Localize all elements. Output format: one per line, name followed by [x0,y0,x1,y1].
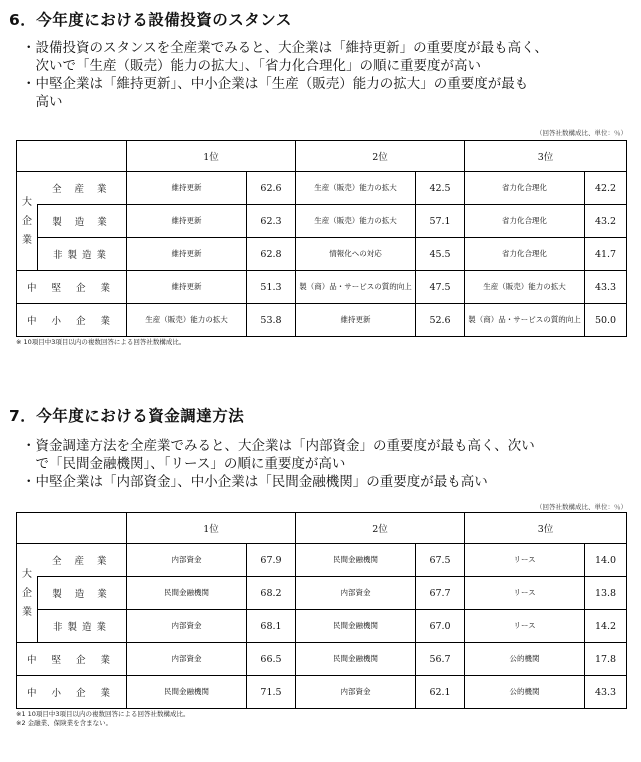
row-label: 製 造 業 [38,205,127,238]
rank1-value: 68.1 [247,610,296,643]
section6-bullet-3: ・中堅企業は「維持更新」、中小企業は「生産（販売）能力の拡大」の重要度が最も [22,76,529,92]
rank3-value: 13.8 [585,577,627,610]
header-rank-3: 3位 [465,513,627,544]
rank3-item: 省力化合理化 [465,238,585,271]
section7-unit: （回答社数構成比、単位：％） [536,503,627,511]
rank1-value: 66.5 [247,643,296,676]
rank1-item: 民間金融機関 [127,676,247,709]
rank3-value: 42.2 [585,172,627,205]
rank2-value: 57.1 [416,205,465,238]
row-label: 非製造業 [38,238,127,271]
rank1-item: 維持更新 [127,271,247,304]
rank1-value: 62.6 [247,172,296,205]
rank2-item: 民間金融機関 [296,643,416,676]
rank1-item: 内部資金 [127,643,247,676]
section7-note-1: ※1 10項目中3項目以内の複数回答による回答社数構成比。 [16,710,190,718]
row-label: 全 産 業 [38,544,127,577]
rank3-item: 製（商）品・サービスの質的向上 [465,304,585,337]
header-rank-1: 1位 [127,141,296,172]
rank1-value: 51.3 [247,271,296,304]
table-row [17,544,627,577]
rank2-value: 56.7 [416,643,465,676]
row-label: 中 堅 企 業 [17,271,127,304]
section6-title: 6．今年度における設備投資のスタンス [9,11,292,29]
table-row [17,205,627,238]
rank3-value: 43.3 [585,676,627,709]
header-rank-2: 2位 [296,141,465,172]
rank1-value: 62.3 [247,205,296,238]
group-label-large-enterprise: 大 企 業 [17,172,38,271]
rank2-value: 47.5 [416,271,465,304]
rank1-item: 維持更新 [127,205,247,238]
rank2-value: 62.1 [416,676,465,709]
header-rank-3: 3位 [465,141,627,172]
table-row [17,271,627,304]
table-row [17,676,627,709]
row-label: 非製造業 [38,610,127,643]
rank2-value: 45.5 [416,238,465,271]
rank2-item: 内部資金 [296,676,416,709]
rank3-item: 省力化合理化 [465,205,585,238]
rank3-item: 生産（販売）能力の拡大 [465,271,585,304]
section6-bullet-1: ・設備投資のスタンスを全産業でみると、大企業は「維持更新」の重要度が最も高く、 [22,40,548,56]
rank1-value: 68.2 [247,577,296,610]
header-corner [17,141,127,172]
rank2-item: 民間金融機関 [296,544,416,577]
table-row [17,304,627,337]
rank2-item: 情報化への対応 [296,238,416,271]
rank2-value: 52.6 [416,304,465,337]
row-label: 中 小 企 業 [17,304,127,337]
header-rank-2: 2位 [296,513,465,544]
rank3-value: 14.0 [585,544,627,577]
rank1-item: 内部資金 [127,610,247,643]
rank3-item: リース [465,610,585,643]
table-row [17,238,627,271]
rank2-item: 内部資金 [296,577,416,610]
section6-bullet-2: 次いで「生産（販売）能力の拡大」、「省力化合理化」の順に重要度が高い [22,58,481,74]
rank3-value: 43.2 [585,205,627,238]
rank1-item: 維持更新 [127,238,247,271]
rank3-item: 省力化合理化 [465,172,585,205]
rank2-value: 67.0 [416,610,465,643]
rank3-item: リース [465,577,585,610]
rank2-item: 生産（販売）能力の拡大 [296,205,416,238]
header-corner [17,513,127,544]
rank1-item: 維持更新 [127,172,247,205]
table-header-row [17,141,627,172]
rank3-value: 43.3 [585,271,627,304]
rank1-item: 生産（販売）能力の拡大 [127,304,247,337]
rank1-item: 民間金融機関 [127,577,247,610]
table-row [17,643,627,676]
rank1-value: 71.5 [247,676,296,709]
rank2-value: 42.5 [416,172,465,205]
rank1-value: 62.8 [247,238,296,271]
section7-bullet-1: ・資金調達方法を全産業でみると、大企業は「内部資金」の重要度が最も高く、次い [22,438,535,454]
rank3-item: 公的機関 [465,643,585,676]
rank2-item: 製（商）品・サービスの質的向上 [296,271,416,304]
rank1-value: 67.9 [247,544,296,577]
row-label: 中 堅 企 業 [17,643,127,676]
section7-bullet-3: ・中堅企業は「内部資金」、中小企業は「民間金融機関」の重要度が最も高い [22,474,488,490]
rank3-item: リース [465,544,585,577]
rank3-value: 41.7 [585,238,627,271]
rank3-value: 50.0 [585,304,627,337]
table-header-row [17,513,627,544]
table-row [17,172,627,205]
rank2-item: 生産（販売）能力の拡大 [296,172,416,205]
row-label: 中 小 企 業 [17,676,127,709]
rank1-value: 53.8 [247,304,296,337]
rank2-item: 民間金融機関 [296,610,416,643]
rank3-item: 公的機関 [465,676,585,709]
section6-table [16,140,627,337]
table-row [17,577,627,610]
section7-title: 7．今年度における資金調達方法 [9,407,245,425]
rank2-value: 67.5 [416,544,465,577]
row-label: 全 産 業 [38,172,127,205]
section7-note-2: ※2 金融業、保険業を含まない。 [16,719,113,727]
section6-note-1: ※ 10項目中3項目以内の複数回答による回答社数構成比。 [16,338,186,346]
group-label-large-enterprise: 大 企 業 [17,544,38,643]
rank1-item: 内部資金 [127,544,247,577]
row-label: 製 造 業 [38,577,127,610]
rank2-value: 67.7 [416,577,465,610]
section7-table [16,512,627,709]
section6-bullet-4: 高い [22,94,63,110]
header-rank-1: 1位 [127,513,296,544]
rank2-item: 維持更新 [296,304,416,337]
section7-bullet-2: で「民間金融機関」、「リース」の順に重要度が高い [22,456,346,472]
rank3-value: 17.8 [585,643,627,676]
table-row [17,610,627,643]
rank3-value: 14.2 [585,610,627,643]
section6-unit: （回答社数構成比、単位：％） [536,129,627,137]
